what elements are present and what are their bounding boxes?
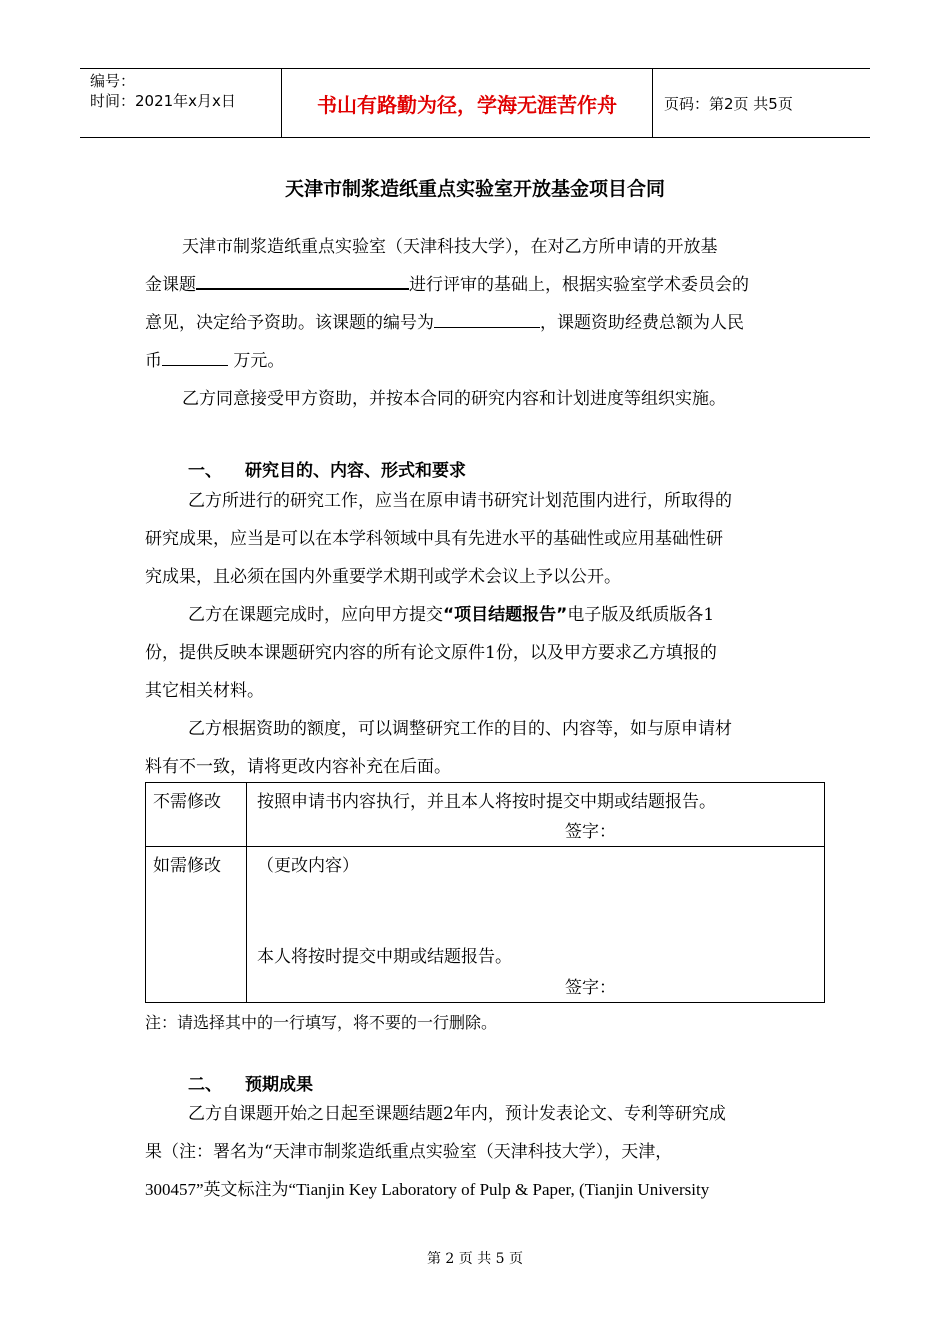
s2-line: 300457”英文标注为“Tianjin Key Laboratory of Pulp & Paper, (Tianjin University [145, 1180, 710, 1199]
table-note: 注：请选择其中的一行填写，将不要的一行删除。 [145, 1013, 498, 1032]
section-2-body [145, 1095, 810, 1209]
intro-text: ，课题资助经费总额为人民 [540, 313, 744, 333]
s2-line: 乙方自课题开始之日起至课题结题2年内，预计发表论文、专利等研究成 [188, 1104, 726, 1124]
intro-line-5: 乙方同意接受甲方资助，并按本合同的研究内容和计划进度等组织实施。 [182, 389, 726, 409]
number-label: 编号： [90, 72, 136, 90]
no-change-cell[interactable] [247, 783, 825, 847]
section-2-number: 二、 [188, 1075, 222, 1095]
s2-line: 果（注：署名为“天津市制浆造纸重点实验室（天津科技大学），天津， [145, 1142, 673, 1162]
section-2-heading [188, 1070, 313, 1095]
section-2-title: 预期成果 [245, 1075, 313, 1095]
section-1-body [145, 482, 810, 786]
s1-text: 电子版及纸质版各1 [567, 605, 715, 625]
change-promise-text: 本人将按时提交中期或结题报告。 [257, 947, 512, 967]
no-change-text: 按照申请书内容执行，并且本人将按时提交中期或结题报告。 [257, 792, 716, 812]
change-content-placeholder: （更改内容） [257, 856, 359, 876]
s1-line: 份，提供反映本课题研究内容的所有论文原件1份，以及甲方要求乙方填报的 [145, 643, 717, 663]
intro-text: 币 [145, 351, 162, 371]
project-number-blank[interactable] [434, 310, 540, 328]
document-title: 天津市制浆造纸重点实验室开放基金项目合同 [284, 178, 665, 200]
intro-line-2 [145, 266, 810, 304]
intro-text: 金课题 [145, 275, 196, 295]
intro-text: 进行评审的基础上，根据实验室学术委员会的 [409, 275, 749, 295]
intro-line-3 [145, 304, 810, 342]
report-name-emphasis: “项目结题报告” [443, 605, 568, 625]
s1-line: 其它相关材料。 [145, 681, 264, 701]
no-change-label: 不需修改 [146, 783, 247, 847]
section-1-title: 研究目的、内容、形式和要求 [245, 461, 466, 481]
s1-line: 料有不一致，请将更改内容补充在后面。 [145, 757, 451, 777]
s1-line: 乙方根据资助的额度，可以调整研究工作的目的、内容等，如与原申请材 [188, 719, 732, 739]
intro-text: 意见，决定给予资助。该课题的编号为 [145, 313, 434, 333]
s1-line: 研究成果，应当是可以在本学科领域中具有先进水平的基础性或应用基础性研 [145, 529, 723, 549]
motto-text: 书山有路勤为径，学海无涯苦作舟 [317, 92, 617, 117]
signature-label: 签字： [565, 978, 616, 998]
funding-amount-blank[interactable] [162, 348, 228, 366]
time-label: 时间：2021年x月x日 [90, 92, 236, 110]
page-footer: 第 2 页 共 5 页 [426, 1251, 524, 1267]
header-meta [80, 69, 281, 137]
table-row [146, 783, 825, 847]
intro-text: 万元。 [228, 351, 285, 371]
change-label: 如需修改 [146, 847, 247, 1003]
header-motto-cell [281, 69, 653, 137]
intro-line-4 [145, 342, 810, 380]
s1-line: 乙方所进行的研究工作，应当在原申请书研究计划范围内进行，所取得的 [188, 491, 732, 511]
page-header [80, 68, 870, 138]
s1-line [145, 596, 810, 634]
change-cell[interactable] [247, 847, 825, 1003]
section-1-number: 一、 [188, 461, 222, 481]
signature-label: 签字： [565, 822, 616, 842]
page-code: 页码：第2页 共5页 [664, 94, 793, 113]
intro-line-1: 天津市制浆造纸重点实验室（天津科技大学），在对乙方所申请的开放基 [182, 237, 718, 257]
s1-line: 究成果，且必须在国内外重要学术期刊或学术会议上予以公开。 [145, 567, 621, 587]
intro-paragraph [145, 228, 810, 418]
section-1-heading [188, 456, 466, 481]
s1-text: 乙方在课题完成时，应向甲方提交 [188, 605, 443, 625]
table-row [146, 847, 825, 1003]
project-title-blank[interactable] [196, 271, 409, 290]
modification-options-table [145, 782, 825, 1003]
